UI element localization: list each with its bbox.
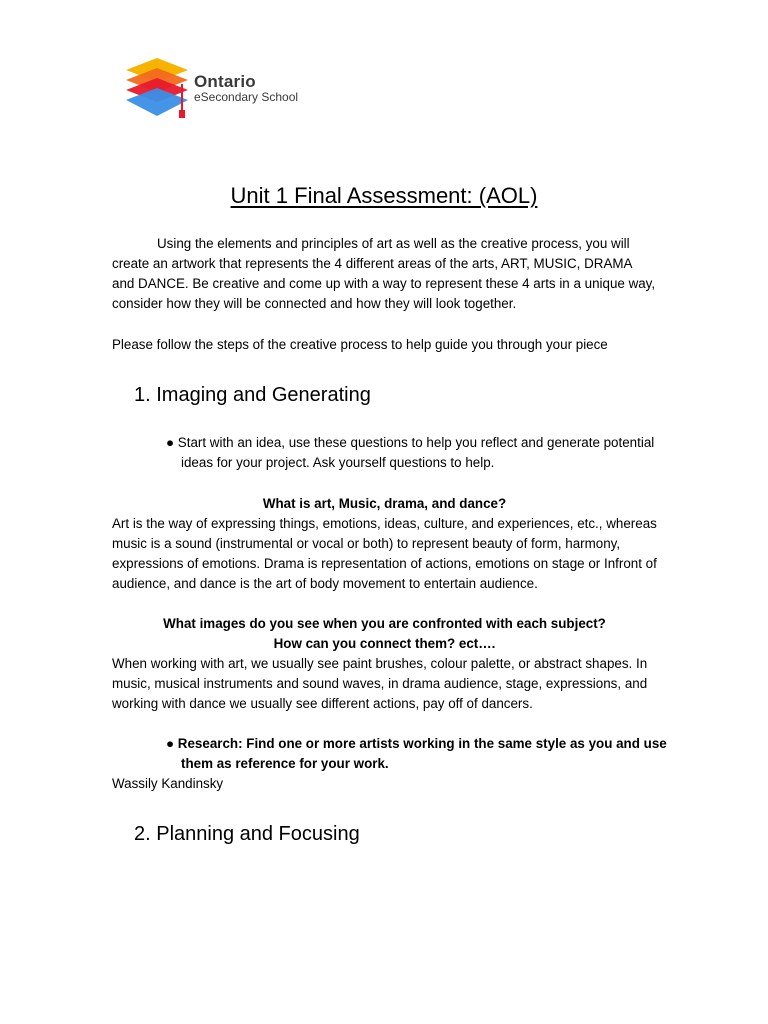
logo-subtitle: eSecondary School [194, 90, 299, 104]
school-logo [122, 56, 322, 122]
graduation-cap-icon [122, 56, 192, 122]
answer-what-is-art: Art is the way of expressing things, emotions, ideas, culture, and experiences, etc., whereas music is a sound (instrumental or vocal or both) to represent beauty of form, harmony, expressions of emotions. Drama is representation of actions, emotions on stage or Infront of audience, and dance is the art of body movement to entertain audience. [112, 516, 657, 591]
question-images: What images do you see when you are confronted with each subject? [163, 616, 606, 631]
section-heading-imaging: 1. Imaging and Generating [134, 384, 371, 406]
instructions-paragraph: Please follow the steps of the creative process to help guide you through your piece [112, 337, 608, 352]
bullet-research: ● Research: Find one or more artists working in the same style as you and use them as reference for your work. [166, 736, 667, 771]
bullet-start-idea: ● Start with an idea, use these questions to help you reflect and generate potential ideas for your project. Ask yourself questions to help. [166, 435, 655, 470]
question-connect: How can you connect them? ect…. [273, 636, 496, 651]
question-what-is-art: What is art, Music, drama, and dance? [262, 496, 507, 511]
page-title: Unit 1 Final Assessment: (AOL) [230, 183, 538, 208]
answer-images: When working with art, we usually see paint brushes, colour palette, or abstract shapes. In music, musical instruments and sound waves, in drama audience, stage, expressions, and working with dance we usually see different actions, pay off of dancers. [112, 656, 648, 711]
section-heading-planning: 2. Planning and Focusing [134, 823, 360, 845]
answer-artist: Wassily Kandinsky [112, 776, 224, 791]
intro-paragraph: Using the elements and principles of art as well as the creative process, you will create an artwork that represents the 4 different areas of the arts, ART, MUSIC, DRAMA and DANCE. Be creative and come up with a way to represent these 4 arts in a unique way, consider how they will be connected and how they will look together. [112, 236, 656, 311]
logo-name: Ontario [194, 72, 256, 91]
